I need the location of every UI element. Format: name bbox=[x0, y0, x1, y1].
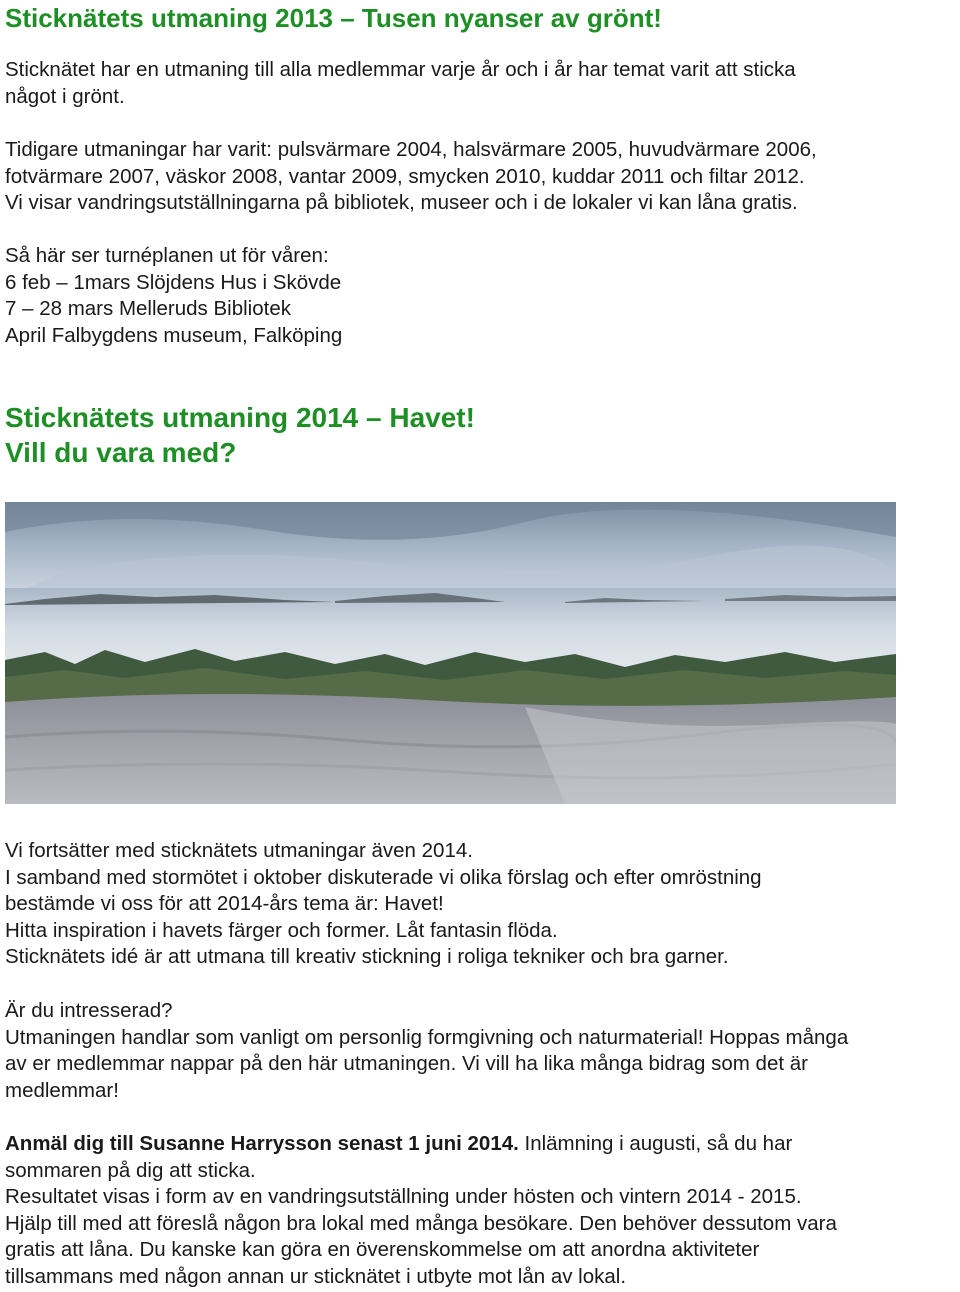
text-line: gratis att låna. Du kanske kan göra en överenskommelse om att anordna aktiviteter bbox=[5, 1238, 760, 1261]
signup-first-line bbox=[5, 1131, 837, 1158]
text-line: tillsammans med någon annan ur sticknätet i utbyte mot lån av lokal. bbox=[5, 1264, 627, 1288]
history-paragraph bbox=[5, 137, 817, 217]
text-line: Hitta inspiration i havets färger och former. Låt fantasin flöda. bbox=[5, 918, 558, 942]
interest-question: Är du intresserad? bbox=[5, 999, 173, 1022]
text-line: bestämde vi oss för att 2014-års tema är: Havet! bbox=[5, 892, 444, 915]
tour-stop: 7 – 28 mars Melleruds Bibliotek bbox=[5, 297, 291, 320]
intro-paragraph bbox=[5, 57, 796, 110]
text-line: sommaren på dig att sticka. bbox=[5, 1158, 256, 1182]
text-line: Tidigare utmaningar har varit: pulsvärmare 2004, halsvärmare 2005, huvudvärmare 2006, bbox=[5, 138, 817, 161]
heading-2013: Sticknätets utmaning 2013 – Tusen nyanser av grönt! bbox=[5, 3, 662, 33]
tour-intro: Så här ser turnéplanen ut för våren: bbox=[5, 244, 329, 267]
text-line: Sticknätets idé är att utmana till kreativ stickning i roliga tekniker och bra garner. bbox=[5, 945, 729, 968]
signup-paragraph bbox=[5, 1131, 837, 1290]
tour-stop: April Falbygdens museum, Falköping bbox=[5, 323, 343, 347]
interest-paragraph bbox=[5, 998, 848, 1104]
heading-2014-question: Vill du vara med? bbox=[5, 437, 237, 468]
text-line: fotvärmare 2007, väskor 2008, vantar 2009, smycken 2010, kuddar 2011 och filtar 2012. bbox=[5, 164, 805, 188]
text-line: I samband med stormötet i oktober diskuterade vi olika förslag och efter omröstning bbox=[5, 865, 762, 889]
text-line: något i grönt. bbox=[5, 84, 125, 108]
text-line: Resultatet visas i form av en vandringsutställning under hösten och vintern 2014 - 2015. bbox=[5, 1185, 802, 1208]
heading-2014-title: Sticknätets utmaning 2014 – Havet! bbox=[5, 402, 475, 433]
tour-stop: 6 feb – 1mars Slöjdens Hus i Skövde bbox=[5, 270, 342, 294]
text-line: Sticknätet har en utmaning till alla medlemmar varje år och i år har temat varit att sticka bbox=[5, 58, 796, 81]
signup-deadline: Anmäl dig till Susanne Harrysson senast 1 juni 2014. bbox=[5, 1132, 519, 1155]
signup-delivery: Inlämning i augusti, så du har bbox=[518, 1132, 793, 1155]
text-line: Vi fortsätter med sticknätets utmaningar även 2014. bbox=[5, 839, 473, 862]
sea-photo bbox=[5, 502, 896, 804]
text-line: Utmaningen handlar som vanligt om personlig formgivning och naturmaterial! Hoppas många bbox=[5, 1025, 849, 1049]
heading-2014 bbox=[5, 400, 475, 470]
text-line: Hjälp till med att föreslå någon bra lokal med många besökare. Den behöver dessutom vara bbox=[5, 1211, 837, 1235]
text-line: Vi visar vandringsutställningarna på bibliotek, museer och i de lokaler vi kan låna gratis. bbox=[5, 191, 798, 214]
text-line: medlemmar! bbox=[5, 1078, 119, 1102]
tour-plan bbox=[5, 243, 342, 349]
challenge-paragraph bbox=[5, 838, 762, 971]
text-line: av er medlemmar nappar på den här utmaningen. Vi vill ha lika många bidrag som det är bbox=[5, 1052, 808, 1075]
